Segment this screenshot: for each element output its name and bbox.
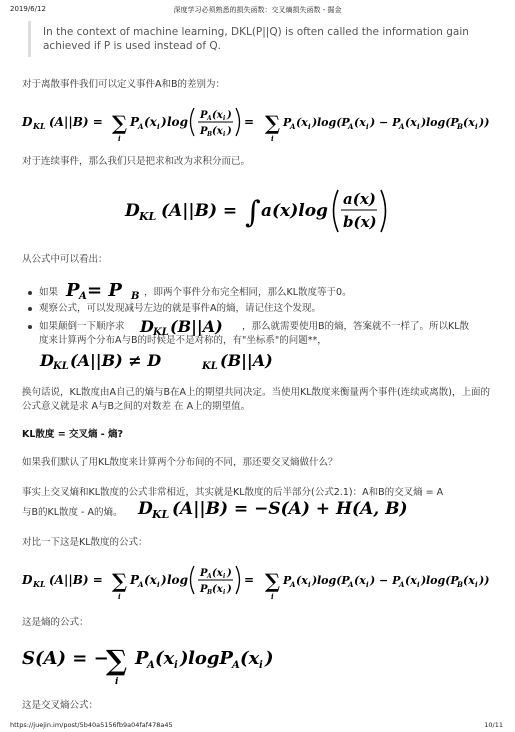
b1-pa: P bbox=[66, 280, 80, 301]
f3-lhs: D bbox=[22, 573, 33, 587]
paragraph-why-cross-entropy: 如果我们默认了用KL散度来计算两个分布间的不同，那还要交叉熵做什么？ bbox=[22, 457, 338, 468]
heading-kl-cross-entropy: KL散度 = 交叉熵 - 熵? bbox=[22, 429, 124, 440]
f3-pa-x: (x bbox=[144, 573, 157, 587]
b3-d: D bbox=[140, 317, 154, 336]
f3-r-x2-i: i bbox=[417, 580, 420, 589]
f3-r-log: log(P bbox=[317, 574, 350, 587]
f1-r-close2: ) bbox=[421, 116, 427, 129]
f3-sum2-i: i bbox=[271, 592, 274, 601]
ent-logp-sub: A bbox=[232, 660, 240, 671]
f1-r-log-x-i: i bbox=[366, 122, 369, 131]
kce-d: D bbox=[138, 499, 153, 519]
f1-pa-x: (x bbox=[144, 115, 157, 129]
header-title: 深度学习必须熟悉的损失函数：交叉熵损失函数 - 掘金 bbox=[173, 6, 342, 14]
kce-rest: (A||B) = −S(A) + H(A, B) bbox=[172, 499, 408, 519]
f1-r-end: )) bbox=[479, 116, 490, 129]
f3-den-sub: B bbox=[207, 589, 213, 596]
relation-line-2: 与B的KL散度 - A的熵。 bbox=[22, 506, 123, 518]
f1-r-minus: ) − P bbox=[370, 116, 401, 129]
footer-url: https://juejin.im/post/5b40a5156fb9a04faf478a45 bbox=[10, 721, 173, 729]
neq-d1: D bbox=[40, 351, 54, 370]
f3-r-log-sub: A bbox=[348, 580, 354, 589]
f3-pa-x-i: i bbox=[157, 580, 160, 589]
ent-lhs: S(A) = − bbox=[22, 648, 109, 669]
ent-pa-x: (x bbox=[155, 648, 175, 669]
f3-sum1: ∑ bbox=[112, 569, 128, 593]
f1-r-minus-sub: A bbox=[399, 122, 405, 131]
f1-r-log2: log(P bbox=[426, 116, 459, 129]
f2-lhs: D bbox=[125, 201, 140, 221]
neq-end: (B||A) bbox=[220, 351, 273, 370]
bullet-3-line2: 度来计算两个分布A与B的时候是不是对称的，有"坐标系"的问题**， bbox=[39, 335, 327, 346]
ent-sum: ∑ bbox=[106, 644, 128, 677]
formula-kl-continuous bbox=[125, 180, 395, 240]
f1-r-log: log(P bbox=[317, 116, 350, 129]
f1-den-x: (x bbox=[212, 126, 223, 137]
ent-logp-x: (x bbox=[240, 648, 260, 669]
b1-pb-sub: B bbox=[131, 291, 140, 302]
bullet-3 bbox=[28, 317, 498, 372]
f2-sub: KL bbox=[139, 210, 157, 223]
f1-num-x-i: i bbox=[223, 115, 226, 122]
formula-kl-discrete bbox=[22, 100, 497, 144]
quote-text: In the context of machine learning, DKL(P||Q) is often called the information gain achieved if P is used instead of Q. bbox=[43, 26, 469, 52]
f1-sum1: ∑ bbox=[112, 111, 128, 135]
b3-arg: (B||A) bbox=[170, 317, 223, 336]
f1-sum2: ∑ bbox=[265, 111, 281, 135]
bullet-1 bbox=[28, 280, 498, 302]
f3-den: P bbox=[200, 584, 208, 595]
f1-pa-sub: A bbox=[138, 122, 144, 131]
f2-arg: (A||B) = bbox=[161, 201, 238, 221]
f3-r-pa-sub: A bbox=[290, 580, 296, 589]
bullet-3-post: ，那么就需要使用B的熵，答案就不一样了。所以KL散 bbox=[242, 321, 470, 332]
f3-arg: (A||B) = bbox=[49, 573, 103, 587]
f3-den-x: (x bbox=[212, 584, 223, 595]
f1-sum2-i: i bbox=[271, 134, 274, 143]
f3-r-minus: ) − P bbox=[370, 574, 401, 587]
f3-r-close2: ) bbox=[421, 574, 427, 587]
bullet-dot bbox=[28, 307, 32, 311]
math-neq bbox=[40, 348, 273, 374]
f2-integral: ∫ bbox=[245, 195, 261, 230]
f3-r-pa-x-i: i bbox=[308, 580, 311, 589]
paragraph-in-other-words: 换句话说，KL散度由A自己的熵与B在A上的期望共同决定。当使用KL散度来衡量两个事件(连续或离散)，上面的公式意义就是求 A与B之间的对数差 在 A上的期望值。 bbox=[22, 387, 490, 412]
f3-r-pa-close: ) bbox=[312, 574, 318, 587]
f3-r-log2-x: (x bbox=[463, 574, 475, 587]
f1-r-log2-x-i: i bbox=[475, 122, 478, 131]
bullet-2-text: 观察公式，可以发现减号左边的就是事件A的熵，请记住这个发现。 bbox=[39, 303, 321, 314]
f2-den: b(x) bbox=[343, 213, 377, 231]
neq-mid: (A||B) ≠ D bbox=[70, 351, 162, 370]
f3-r-pa: P bbox=[283, 574, 292, 587]
f1-sum1-i: i bbox=[118, 134, 121, 143]
f3-sum2: ∑ bbox=[265, 569, 281, 593]
f1-eq2: = bbox=[244, 115, 255, 129]
f1-num-close: ) bbox=[227, 110, 232, 121]
f1-num-x: (x bbox=[212, 110, 223, 121]
ent-pa-close: ) bbox=[180, 648, 189, 669]
ent-logp: logP bbox=[188, 648, 233, 669]
f3-den-x-i: i bbox=[223, 589, 226, 596]
f3-r-log2-x-i: i bbox=[475, 580, 478, 589]
b1-eq: = P bbox=[87, 280, 122, 301]
f1-lhs: D bbox=[22, 115, 33, 129]
f3-r-log-x-i: i bbox=[366, 580, 369, 589]
f1-den-close: ) bbox=[227, 126, 232, 137]
f1-r-log2-x: (x bbox=[463, 116, 475, 129]
f3-sub: KL bbox=[33, 579, 46, 589]
f1-pa: P bbox=[130, 115, 140, 129]
paragraph-continuous: 对于连续事件，那么我们只是把求和改为求积分而已。 bbox=[22, 156, 251, 167]
f3-r-minus-sub: A bbox=[399, 580, 405, 589]
f3-sum1-i: i bbox=[118, 592, 121, 601]
f3-r-log2-sub: B bbox=[457, 580, 463, 589]
f3-r-x2: (x bbox=[405, 574, 417, 587]
ent-pa-x-i: i bbox=[174, 660, 178, 671]
b1-pa-sub: A bbox=[79, 291, 87, 302]
f1-r-log-x: (x bbox=[354, 116, 366, 129]
ent-pa-sub: A bbox=[147, 660, 155, 671]
formula-kl-cross-entropy bbox=[138, 496, 408, 522]
relation-line-1: 事实上交叉熵和KL散度的公式非常相近，其实就是KL散度的后半部分(公式2.1)：A和B的交叉熵 = A bbox=[22, 487, 444, 498]
f1-r-pa-sub: A bbox=[290, 122, 296, 131]
f1-pa-x-i: i bbox=[157, 122, 160, 131]
f3-num-close: ) bbox=[227, 568, 232, 579]
paragraph-observe: 从公式中可以看出： bbox=[22, 254, 108, 265]
f1-den-x-i: i bbox=[223, 131, 226, 138]
bullet-1-pre: 如果 bbox=[39, 287, 59, 298]
f1-arg: (A||B) = bbox=[49, 115, 103, 129]
paragraph-discrete: 对于离散事件我们可以定义事件A和B的差别为： bbox=[22, 79, 226, 90]
f3-num-x-i: i bbox=[223, 573, 226, 580]
f1-den: P bbox=[200, 126, 208, 137]
ent-pa: P bbox=[135, 648, 149, 669]
paragraph-compare: 对比一下这是KL散度的公式： bbox=[22, 537, 148, 548]
f1-r-pa: P bbox=[283, 116, 292, 129]
paragraph-entropy: 这是熵的公式： bbox=[22, 617, 89, 628]
f3-r-log2: log(P bbox=[426, 574, 459, 587]
f1-r-x2-i: i bbox=[417, 122, 420, 131]
f3-log: log bbox=[167, 573, 188, 587]
bullet-1-post: ，即两个事件分布完全相同，那么KL散度等于0。 bbox=[144, 287, 352, 298]
f1-num: P bbox=[200, 110, 208, 121]
f1-r-log-sub: A bbox=[348, 122, 354, 131]
f1-r-pa-close: ) bbox=[312, 116, 318, 129]
f1-num-sub: A bbox=[207, 115, 212, 122]
f3-num-x: (x bbox=[212, 568, 223, 579]
f3-r-end: )) bbox=[479, 574, 490, 587]
f1-log: log bbox=[167, 115, 188, 129]
bullet-dot bbox=[28, 291, 32, 295]
neq-sub1: KL bbox=[53, 361, 69, 372]
f3-eq2: = bbox=[244, 573, 255, 587]
formula-kl-discrete-2 bbox=[22, 558, 497, 602]
ent-end: ) bbox=[265, 648, 274, 669]
f2-num: a(x) bbox=[343, 190, 376, 208]
bullet-dot bbox=[28, 325, 32, 329]
f3-pa: P bbox=[130, 573, 140, 587]
f1-r-log2-sub: B bbox=[457, 122, 463, 131]
ent-logp-x-i: i bbox=[259, 660, 263, 671]
f1-sub: KL bbox=[33, 121, 46, 131]
neq-sub2: KL bbox=[202, 361, 218, 372]
footer-page: 10/11 bbox=[484, 721, 503, 729]
f3-pa-close: ) bbox=[161, 573, 167, 587]
formula-entropy bbox=[22, 638, 282, 686]
f3-r-pa-x: (x bbox=[296, 574, 308, 587]
f1-r-pa-x-i: i bbox=[308, 122, 311, 131]
f2-body: a(x)log bbox=[261, 201, 328, 221]
f3-num: P bbox=[200, 568, 208, 579]
f3-num-sub: A bbox=[207, 573, 212, 580]
f1-r-pa-x: (x bbox=[296, 116, 308, 129]
header-date: 2019/6/12 bbox=[10, 5, 46, 13]
f3-pa-sub: A bbox=[138, 580, 144, 589]
bullet-3-pre: 如果颠倒一下顺序求 bbox=[39, 321, 125, 332]
paragraph-cross-entropy: 这是交叉熵公式： bbox=[22, 700, 99, 711]
f1-pa-close: ) bbox=[161, 115, 167, 129]
b3-sub: KL bbox=[153, 327, 169, 338]
blockquote bbox=[28, 21, 501, 57]
kce-sub: KL bbox=[152, 508, 170, 521]
f3-den-close: ) bbox=[227, 584, 232, 595]
f3-r-log-x: (x bbox=[354, 574, 366, 587]
ent-sum-i: i bbox=[115, 677, 119, 687]
f1-den-sub: B bbox=[207, 131, 213, 138]
f1-r-x2: (x bbox=[405, 116, 417, 129]
